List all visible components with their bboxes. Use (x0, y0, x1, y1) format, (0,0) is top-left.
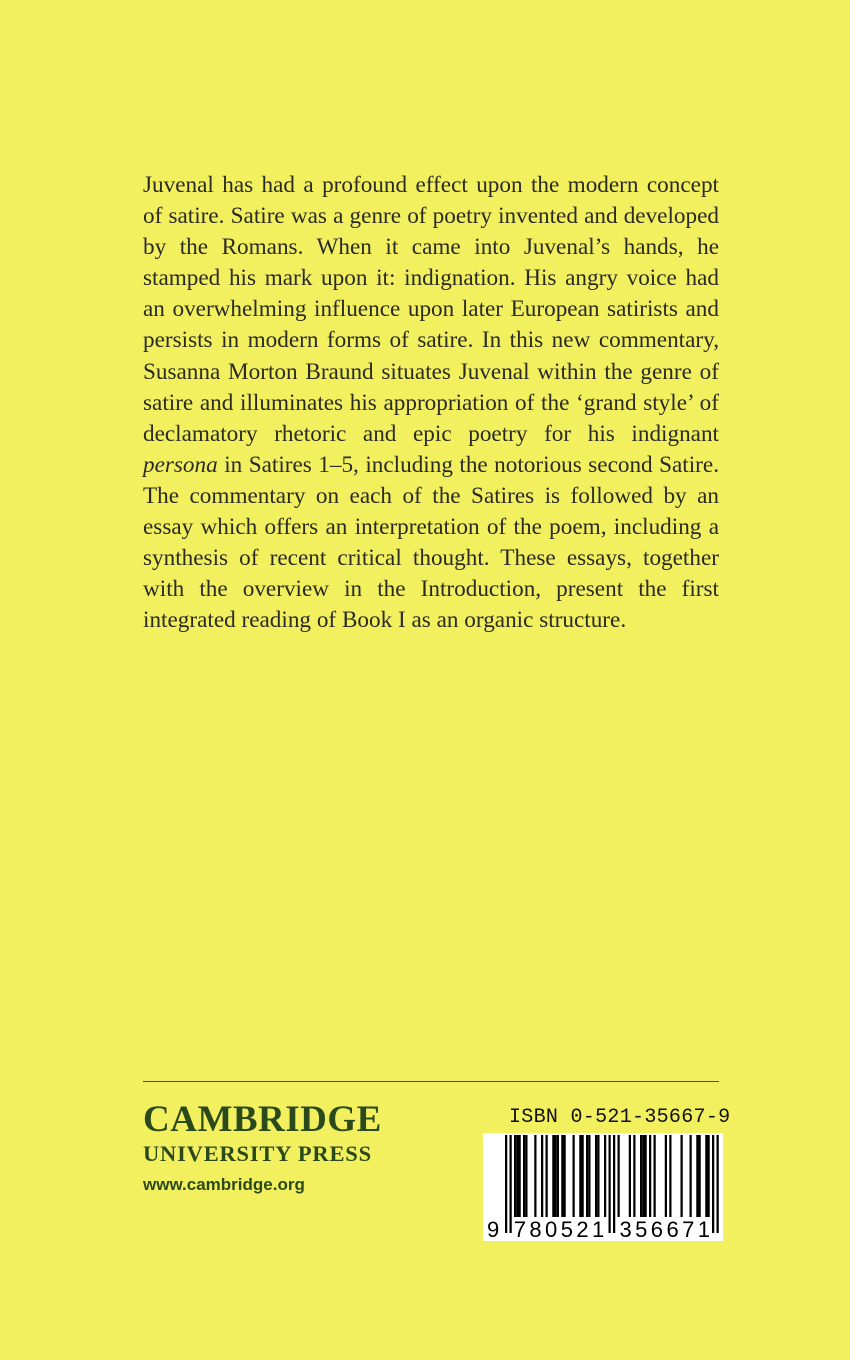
barcode-bar (588, 1135, 590, 1217)
publisher-name: CAMBRIDGE (143, 1099, 382, 1140)
publisher-subtitle: UNIVERSITY PRESS (143, 1141, 372, 1166)
barcode-bar (629, 1135, 631, 1217)
barcode-bar (642, 1135, 644, 1217)
blurb-text-part-1: Juvenal has had a profound effect upon the modern concept of satire. Satire was a genre of poetry invented and developed by the Romans. When it came into Juvenal’s hands, he stamped his mark upon it: indignation. His angry voice had an overwhelming influence upon later European satirists and persists in modern forms of satire. In this new commentary, Susanna Morton Braund situates Juvenal within the genre of satire and illuminates his appropriation of the ‘grand style’ of declamatory rhetoric and epic poetry for his indignant (143, 172, 719, 447)
barcode-bar (579, 1135, 581, 1217)
barcode-bar (519, 1135, 521, 1217)
barcode-bar (665, 1135, 667, 1217)
barcode-bar (696, 1135, 698, 1217)
barcode-bar (618, 1135, 620, 1217)
blurb-italic-persona: persona (143, 451, 218, 478)
barcode-bar (645, 1135, 647, 1217)
barcode-bar (561, 1135, 563, 1217)
horizontal-rule (143, 1081, 719, 1082)
publisher-logo (143, 1100, 443, 1196)
barcode-bar (564, 1135, 566, 1217)
barcode-bar (557, 1135, 559, 1217)
barcode-bar (514, 1135, 516, 1217)
barcode-bar (649, 1135, 651, 1217)
barcode-bar (705, 1135, 707, 1217)
barcode-bar (597, 1135, 599, 1217)
barcode-bar (552, 1135, 554, 1217)
barcode-bar (681, 1135, 683, 1217)
barcode (483, 1133, 723, 1241)
barcode-bar (534, 1135, 536, 1217)
barcode-bar (708, 1135, 710, 1217)
isbn-label: ISBN 0-521-35667-9 (509, 1106, 731, 1129)
barcode-bar (640, 1135, 642, 1217)
barcode-guard-bar (609, 1135, 611, 1233)
barcode-bar (582, 1135, 584, 1217)
barcode-bar (604, 1135, 606, 1217)
barcode-digits-right: 356671 (619, 1217, 710, 1241)
barcode-bar (516, 1135, 518, 1217)
barcode-guard-bar (510, 1135, 512, 1233)
barcode-bar (586, 1135, 588, 1217)
barcode-graphic (483, 1133, 723, 1241)
barcode-bar (690, 1135, 692, 1217)
barcode-bar (555, 1135, 557, 1217)
barcode-guard-bar (505, 1135, 507, 1233)
barcode-guard-bar (717, 1135, 719, 1233)
blurb-text-part-2: in Satires 1–5, including the notorious second Satire. The commentary on each of the Satires is followed by an essay which offers an interpretation of the poem, including a synthesis of recent critical thought. These essays, together with the overview in the Introduction, present the first integrated reading of Book I as an organic structure. (143, 451, 719, 634)
publisher-website: www.cambridge.org (143, 1175, 305, 1194)
barcode-bar (541, 1135, 543, 1217)
barcode-guard-bar (712, 1135, 714, 1233)
barcode-bar (699, 1135, 701, 1217)
barcode-bar (523, 1135, 525, 1217)
barcode-bar (654, 1135, 656, 1217)
barcode-digits-left: 780521 (513, 1217, 605, 1241)
barcode-guard-bar (613, 1135, 615, 1233)
back-cover-blurb (143, 170, 719, 636)
barcode-bar (669, 1135, 671, 1217)
barcode-bar (546, 1135, 548, 1217)
barcode-digit-first: 9 (487, 1217, 500, 1241)
barcode-bar (525, 1135, 527, 1217)
barcode-bar (573, 1135, 575, 1217)
barcode-bar (633, 1135, 635, 1217)
barcode-bar (595, 1135, 597, 1217)
